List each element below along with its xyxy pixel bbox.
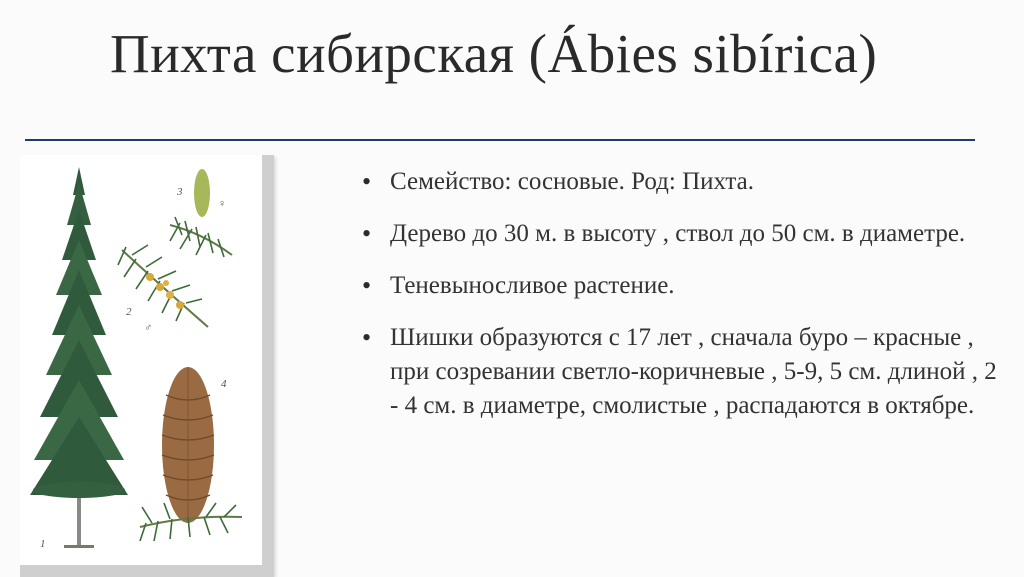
botanical-illustration (20, 155, 274, 577)
male-symbol: ♂ (144, 322, 153, 334)
bullet-item-family: • Семейство: сосновые. Род: Пихта. (360, 165, 1010, 199)
bullet-item-cones: • Шишки образуются с 17 лет , сначала буро – красные , при созревании светло-коричневые , 5-9, 5 см. длиной , 2 - 4 см. в диаметре, смолистые , распадаются в октябре. (360, 321, 1010, 423)
female-symbol: ♀ (218, 198, 227, 210)
fir-tree-illustration (20, 155, 262, 565)
bullet-list (360, 165, 1010, 441)
bullet-item-shade: • Теневыносливое растение. (360, 269, 1010, 303)
title-divider (25, 139, 975, 141)
figure-label-4: 4 (221, 378, 227, 390)
slide-title: Пихта сибирская (Ábies sibírica) (110, 23, 878, 84)
bullet-item-size: • Дерево до 30 м. в высоту , ствол до 50 см. в диаметре. (360, 217, 1010, 251)
male-branch-icon (118, 245, 208, 327)
figure-label-2: 2 (126, 306, 132, 318)
figure-label-1: 1 (40, 538, 46, 550)
female-cone-icon (170, 169, 232, 257)
mature-cone-icon (140, 367, 242, 541)
figure-label-3: 3 (177, 186, 183, 198)
fir-tree-icon (30, 167, 128, 548)
